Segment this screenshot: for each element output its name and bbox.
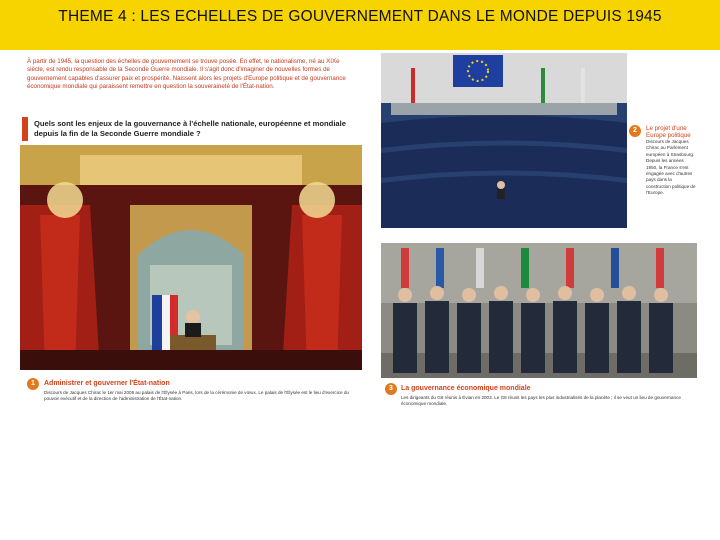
intro-paragraph: À partir de 1945, la question des échelles de gouvernement se trouve posée. En effet, le nationalisme, né au XIXe siècle, est rendu responsable de la Seconde Guerre mondiale. Il s'agit donc d'imaginer de nouvelles formes de gouvernement capables d'assurer paix et prospérité. Naissent alors les projets d'Europe politique et de gouvernance économique mondiale qui paraissent remettre en question la souveraineté de l'État-nation. xyxy=(27,58,346,90)
page-title: THEME 4 : LES ECHELLES DE GOUVERNEMENT DANS LE MONDE DEPUIS 1945 xyxy=(58,8,662,25)
doc1-number: 1 xyxy=(27,378,39,390)
problem-question xyxy=(22,117,357,141)
doc1-title: Administrer et gouverner l'État-nation xyxy=(44,380,170,387)
summit-photo xyxy=(381,243,697,378)
doc3-caption: Les dirigeants du G8 réunis à Évian en 2003. Le G8 réunit les pays les plus industrialisés de la planète ; il se veut un lieu de gouvernance économique mondiale. xyxy=(401,395,681,406)
doc2-number: 2 xyxy=(629,125,641,137)
doc2-title: Le projet d'une Europe politique xyxy=(646,125,691,139)
doc1-caption: Discours de Jacques Chirac le 1er mai 2005 au palais de l'Élysée à Paris, lors de la cérémonie de vœux. Le palais de l'Élysée est le lieu d'exercice du pouvoir exécutif et de la direction de l'administration de l'État-nation. xyxy=(44,390,349,401)
doc3-number: 3 xyxy=(385,383,397,395)
elysee-photo xyxy=(20,145,362,370)
summit-illustration xyxy=(381,243,697,378)
doc2-caption: Discours de Jacques Chirac au Parlement européen à Strasbourg. Depuis les années 1950, la France s'est engagée avec d'autres pays dans la construction politique de l'Europe. xyxy=(646,139,696,196)
eu-flag-icon xyxy=(453,55,503,87)
question-text: Quels sont les enjeux de la gouvernance à l'échelle nationale, européenne et mondiale depuis la fin de la Seconde Guerre mondiale ? xyxy=(34,119,346,138)
elysee-illustration xyxy=(20,145,362,370)
parliament-photo xyxy=(381,53,627,228)
parliament-illustration xyxy=(381,53,627,228)
doc3-title: La gouvernance économique mondiale xyxy=(401,385,531,392)
question-marker xyxy=(22,117,28,141)
